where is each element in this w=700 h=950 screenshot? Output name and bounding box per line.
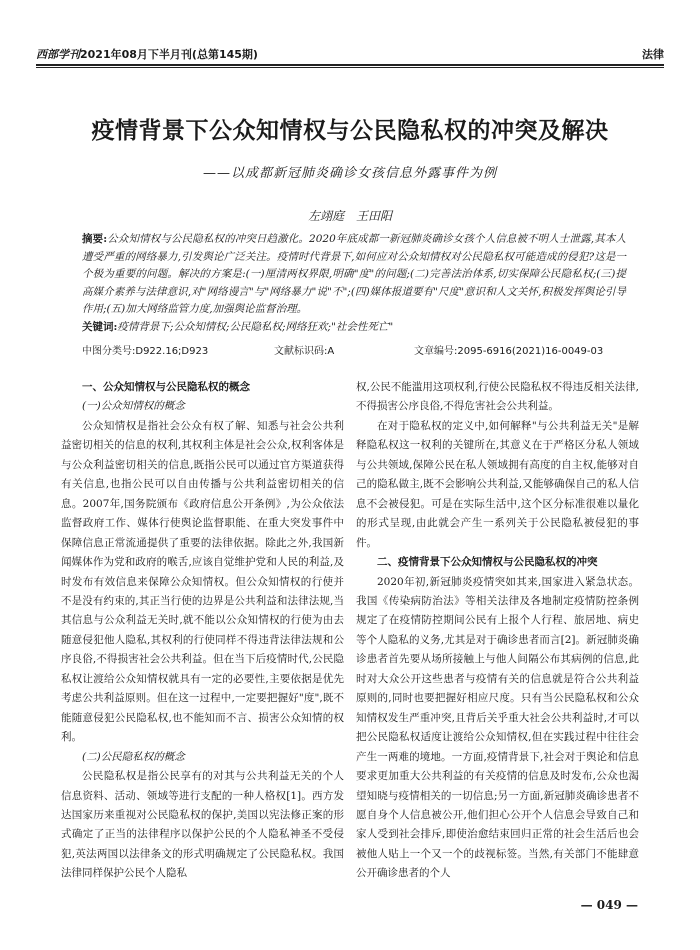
paragraph: 在对于隐私权的定义中,如何解释"与公共利益无关"是解释隐私权这一权利的关键所在,其意义在于严格区分私人领域与公共领域,保障公民在私人领域拥有高度的自主权,能够对自己的隐私做主,既不会影响公共利益,又能够确保自己的私人信息不会被侵犯。可是在实际生活中,这个区分标准很难以量化的形式呈现,由此就会产生一系列关于公民隐私被侵犯的事件。: [356, 419, 639, 549]
abstract: [82, 231, 626, 319]
abstract-block: [82, 231, 626, 336]
paragraph: 公民隐私权是指公民享有的对其与公共利益无关的个人信息资料、活动、领域等进行支配的一种人格权[1]。西方发达国家历来重视对公民隐私权的保护,美国以宪法修正案的形式确定了正当的法律程序以保护公民的个人隐私神圣不受侵犯,英法两国以法律条文的形式明确规定了公民隐私权。我国法律同样保护公民个人隐私: [61, 770, 344, 880]
running-header: [36, 46, 664, 64]
keywords-label: 关键词:: [82, 320, 118, 333]
article-authors: 左翊庭 王田阳: [307, 209, 392, 223]
classification-line: [82, 342, 642, 358]
section-heading: 二、疫情背景下公众知情权与公民隐私权的冲突: [377, 556, 598, 569]
paragraph: 权,公民不能滥用这项权利,行使公民隐私权不得违反相关法律,不得损害公序良俗,不得危害社会公共利益。: [356, 381, 640, 413]
section-heading: 一、公众知情权与公民隐私权的概念: [82, 381, 250, 393]
header-rule-thin: [36, 67, 664, 68]
keywords: [82, 319, 626, 337]
article-title: 疫情背景下公众知情权与公民隐私权的冲突及解决: [91, 117, 609, 144]
subsection-heading: (二)公民隐私权的概念: [82, 750, 185, 763]
article-subtitle: ——以成都新冠肺炎确诊女孩信息外露事件为例: [202, 166, 497, 181]
paragraph: 公众知情权是指社会公众有权了解、知悉与社会公共利益密切相关的信息的权利,其权利主体是社会公众,权利客体是与公众利益密切相关的信息,既指公民可以通过官方渠道获得有关信息,也指公民可以自由传播与公共利益密切相关的信息。2007年,国务院颁布《政府信息公开条例》,为公众依法监督政府工作、媒体行使舆论监督职能、在重大突发事件中保障信息正常流通提供了重要的法律依据。除此之外,我国新闻媒体作为党和政府的喉舌,应该自觉维护党和人民的利益,及时发布有效信息来保障公众知情权。但公众知情权的行使并不是没有约束的,其正当行使的边界是公共利益和法律法规,当其信息与公众利益无关时,就不能以公众知情权的行使为由去随意侵犯他人隐私,其权利的行使同样不得违背法律法规和公序良俗,不得损害社会公共利益。但在当下后疫情时代,公民隐私权让渡给公众知情权就具有一定的必要性,主要依据是优先考虑公共利益原则。但在这一过程中,一定要把握好"度",既不能随意侵犯公民隐私权,也不能知而不言、损害公众知情的权利。: [61, 419, 344, 744]
paragraph: 2020年初,新冠肺炎疫情突如其来,国家进入紧急状态。我国《传染病防治法》等相关法律及各地制定疫情防控条例规定了在疫情防控期间公民有上报个人行程、旅居地、病史等个人隐私的义务,尤其是对于确诊患者而言[2]。新冠肺炎确诊患者首先要从场所接触上与他人间隔公布其病例的信息,此时对大众公开这些患者与疫情有关的信息就是符合公共利益原则的,同时也要把握好相应尺度。只有当公民隐私权和公众知情权发生严重冲突,且背后关乎重大社会公共利益时,才可以把公民隐私权适度让渡给公众知情权,但在实践过程中往往会产生一两难的境地。一方面,疫情背景下,社会对于舆论和信息要求更加重大公共利益的有关疫情的信息及时发布,公众也渴望知晓与疫情相关的一切信息;另一方面,新冠肺炎确诊患者不愿自身个人信息被公开,他们担心公开个人信息会导致自己和家人受到社会排斥,即使治愈结束回归正常的社会生活后也会被他人贴上一个又一个的歧视标签。当然,有关部门不能肆意公开确诊患者的个人: [356, 575, 639, 880]
journal-info: [36, 46, 258, 62]
right-column: [356, 378, 639, 884]
abstract-text: 公众知情权与公民隐私权的冲突日趋激化。2020年底成都一新冠肺炎确诊女孩个人信息被不明人士泄露,其本人遭受严重的网络暴力,引发舆论广泛关注。疫情时代背景下,如何应对公众知情权对公民隐私权可能造成的侵犯?这是一个极为重要的问题。解决的方案是:(一)厘清两权界限,明确"度"的问题;(二)完善法治体系,切实保障公民隐私权;(三)提高媒介素养与法律意识,对"网络谩言"与"网络暴力"说"不";(四)媒体报道要有"尺度"意识和人文关怀,积极发挥舆论引导作用;(五)加大网络监管力度,加强舆论监督治理。: [82, 233, 626, 315]
header-rule: [36, 64, 664, 66]
article-number: 文章编号:2095-6916(2021)16-0049-03: [414, 346, 604, 357]
abstract-label: 摘要:: [82, 233, 108, 245]
subsection-heading: (一)公众知情权的概念: [82, 400, 185, 413]
left-column: [61, 378, 344, 884]
page-number: — 049 —: [580, 898, 638, 912]
clc-number: 中图分类号:D922.16;D923: [82, 346, 209, 357]
document-code: 文献标识码:A: [274, 346, 335, 357]
issue-info: 2021年08月下半月刊(总第145期): [80, 48, 258, 61]
keywords-text: 疫情背景下;公众知情权;公民隐私权;网络狂欢;"社会性死亡": [117, 320, 394, 333]
section-name: 法律: [642, 48, 664, 61]
journal-name: 西部学刊: [36, 48, 80, 61]
